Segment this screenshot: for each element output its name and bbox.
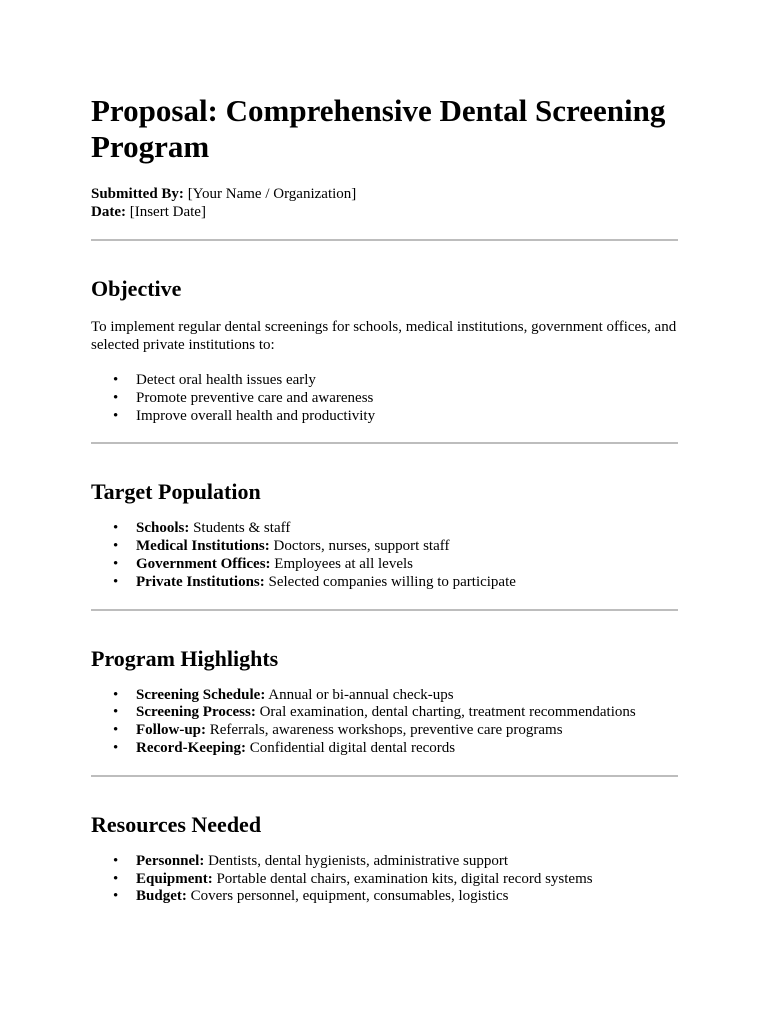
resources-needed-list — [91, 853, 678, 906]
list-item: • Screening Schedule: Annual or bi-annual check-ups — [113, 686, 454, 703]
bullet-icon: • — [113, 372, 119, 388]
submitted-by-label: Submitted By: — [91, 186, 184, 202]
document-meta — [91, 185, 678, 221]
list-item: • Personnel: Dentists, dental hygienists, administrative support — [113, 852, 509, 869]
divider — [91, 609, 678, 611]
objective-intro: To implement regular dental screenings for schools, medical institutions, government offices, and selected private institutions to: — [91, 319, 677, 353]
bullet-icon: • — [113, 739, 119, 756]
bullet-icon: • — [113, 686, 119, 703]
bullet-icon: • — [113, 538, 119, 555]
list-item: • Promote preventive care and awareness — [113, 389, 374, 406]
bullet-icon: • — [113, 407, 119, 424]
list-item: • Equipment: Portable dental chairs, examination kits, digital record systems — [113, 870, 593, 887]
list-item: • Follow-up: Referrals, awareness workshops, preventive care programs — [113, 722, 563, 739]
bullet-icon: • — [113, 722, 119, 739]
date-label: Date: — [91, 204, 126, 220]
document-title: Proposal: Comprehensive Dental Screening Program — [91, 93, 666, 164]
date-line — [91, 203, 678, 221]
list-item: • Budget: Covers personnel, equipment, consumables, logistics — [113, 888, 509, 905]
bullet-icon: • — [113, 888, 119, 905]
bullet-icon: • — [113, 573, 119, 590]
section-heading-program-highlights: Program Highlights — [91, 645, 279, 671]
objective-list — [91, 372, 678, 425]
section-heading-resources-needed: Resources Needed — [91, 811, 262, 837]
bullet-icon: • — [113, 520, 119, 537]
bullet-icon: • — [113, 704, 119, 721]
bullet-icon: • — [113, 852, 119, 869]
divider — [91, 775, 678, 777]
submitted-by-line — [91, 185, 678, 203]
program-highlights-list — [91, 687, 678, 758]
divider — [91, 442, 678, 444]
date-value: [Insert Date] — [125, 204, 206, 220]
list-item: • Government Offices: Employees at all levels — [113, 555, 414, 572]
list-item: • Record-Keeping: Confidential digital dental records — [113, 739, 456, 756]
bullet-icon: • — [113, 555, 119, 572]
divider — [91, 239, 678, 241]
section-heading-target-population: Target Population — [91, 479, 261, 505]
list-item: • Schools: Students & staff — [113, 520, 291, 537]
bullet-icon: • — [113, 389, 119, 406]
list-item: • Screening Process: Oral examination, dental charting, treatment recommendations — [113, 704, 636, 721]
list-item: • Improve overall health and productivity — [113, 407, 376, 424]
list-item: • Detect oral health issues early — [113, 372, 316, 388]
section-heading-objective: Objective — [91, 276, 182, 301]
list-item: • Medical Institutions: Doctors, nurses, support staff — [113, 538, 450, 555]
target-population-list — [91, 520, 678, 591]
list-item: • Private Institutions: Selected companies willing to participate — [113, 573, 516, 590]
submitted-by-value: [Your Name / Organization] — [183, 186, 357, 202]
bullet-icon: • — [113, 870, 119, 887]
document-content — [91, 93, 678, 906]
